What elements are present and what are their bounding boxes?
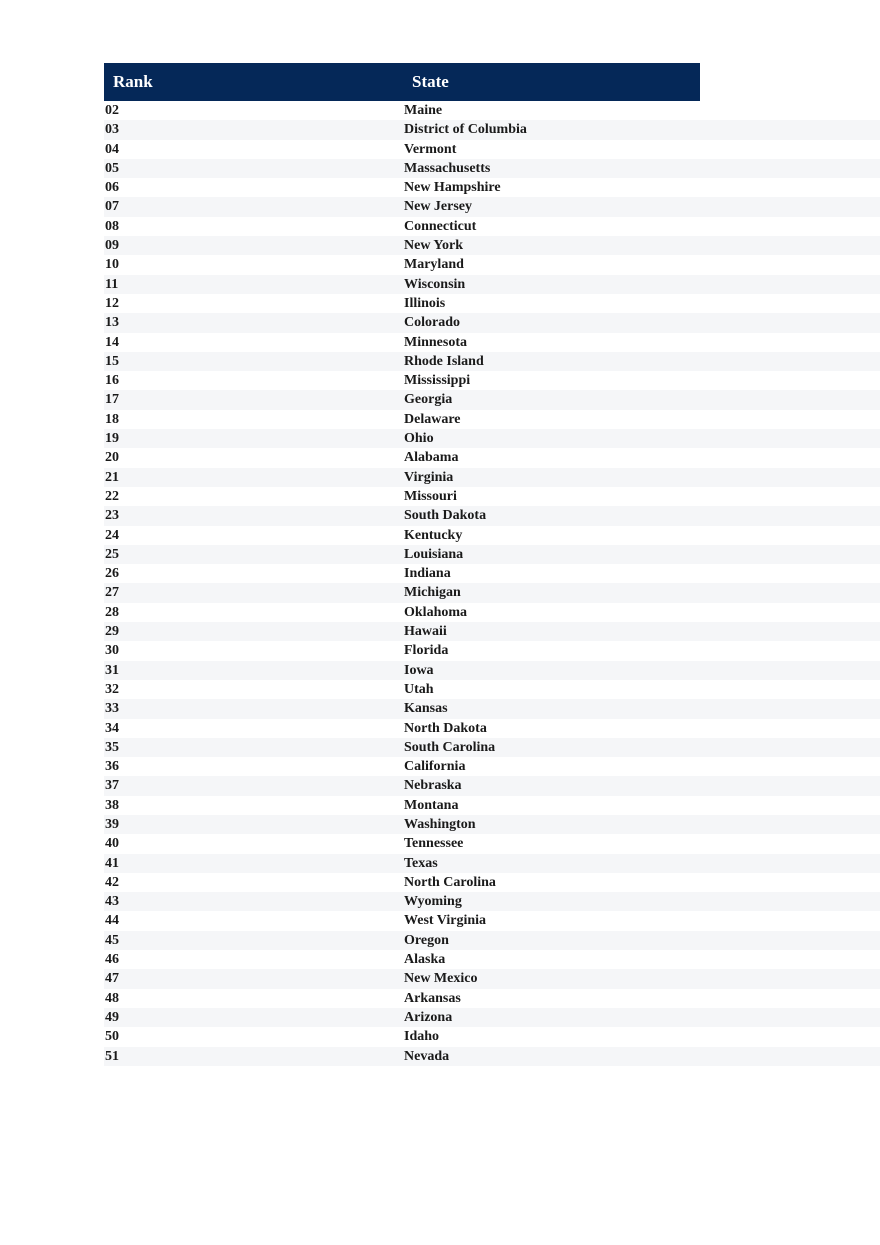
rank-cell: 23 [105, 508, 119, 524]
table-row [104, 719, 880, 738]
rank-cell: 21 [105, 469, 119, 485]
table-row [104, 178, 880, 197]
table-row [104, 873, 880, 892]
state-cell: South Dakota [404, 508, 487, 524]
state-cell: Vermont [404, 141, 457, 157]
state-cell: California [404, 759, 466, 775]
state-cell: Texas [404, 855, 438, 871]
table-row [104, 583, 880, 602]
table-row [104, 738, 880, 757]
state-cell: Connecticut [404, 218, 477, 234]
table-row [104, 159, 880, 178]
table-row [104, 661, 880, 680]
table-row [104, 1008, 880, 1027]
state-cell: New Jersey [404, 199, 473, 215]
table-row [104, 410, 880, 429]
state-cell: Oklahoma [404, 604, 468, 620]
table-row [104, 120, 880, 139]
rank-cell: 04 [105, 141, 119, 157]
state-cell: Kentucky [404, 527, 463, 543]
table-row [104, 371, 880, 390]
rank-cell: 43 [105, 894, 119, 910]
table-row [104, 834, 880, 853]
state-cell: Nebraska [404, 778, 462, 794]
state-cell: Illinois [404, 295, 446, 311]
table-row [104, 468, 880, 487]
table-row [104, 603, 880, 622]
table-row [104, 448, 880, 467]
table-row [104, 333, 880, 352]
rank-cell: 25 [105, 546, 119, 562]
table-row [104, 815, 880, 834]
state-cell: Washington [404, 816, 476, 832]
rank-cell: 47 [105, 971, 119, 987]
ranking-table-body [104, 101, 880, 1066]
table-row [104, 911, 880, 930]
rank-cell: 24 [105, 527, 119, 543]
state-cell: Mississippi [404, 373, 471, 389]
table-row [104, 526, 880, 545]
state-cell: New York [404, 238, 463, 254]
rank-cell: 13 [105, 315, 119, 331]
rank-cell: 50 [105, 1029, 119, 1045]
table-row [104, 294, 880, 313]
table-row [104, 217, 880, 236]
rank-cell: 40 [105, 836, 119, 852]
rank-cell: 15 [105, 353, 119, 369]
state-cell: Massachusetts [404, 160, 491, 176]
rank-column-header: Rank [113, 72, 153, 91]
state-cell: District of Columbia [404, 122, 527, 138]
table-header [104, 63, 700, 101]
state-cell: Ohio [404, 431, 434, 447]
rank-cell: 38 [105, 797, 119, 813]
state-cell: Rhode Island [404, 353, 484, 369]
rank-cell: 18 [105, 411, 119, 427]
table-row [104, 950, 880, 969]
state-cell: Arkansas [404, 990, 461, 1006]
state-cell: Alabama [404, 450, 459, 466]
state-cell: Tennessee [404, 836, 464, 852]
state-cell: Oregon [404, 932, 449, 948]
table-row [104, 680, 880, 699]
rank-cell: 17 [105, 392, 119, 408]
state-cell: Montana [404, 797, 459, 813]
table-row [104, 275, 880, 294]
table-row [104, 255, 880, 274]
rank-cell: 46 [105, 952, 119, 968]
state-cell: Florida [404, 643, 449, 659]
state-cell: Virginia [404, 469, 454, 485]
state-cell: Delaware [404, 411, 461, 427]
state-cell: North Carolina [404, 874, 496, 890]
state-cell: Colorado [404, 315, 460, 331]
rank-cell: 02 [105, 103, 119, 118]
table-row [104, 140, 880, 159]
rank-cell: 27 [105, 585, 119, 601]
table-row [104, 969, 880, 988]
state-cell: Maryland [404, 257, 464, 273]
state-cell: Nevada [404, 1048, 450, 1064]
table-row [104, 197, 880, 216]
table-row [104, 236, 880, 255]
table-row [104, 699, 880, 718]
state-cell: Wisconsin [404, 276, 466, 292]
state-cell: Idaho [404, 1029, 440, 1045]
rank-cell: 39 [105, 816, 119, 832]
rank-cell: 14 [105, 334, 119, 350]
rank-cell: 12 [105, 295, 119, 311]
state-cell: North Dakota [404, 720, 487, 736]
rank-cell: 42 [105, 874, 119, 890]
state-cell: Kansas [404, 701, 448, 717]
table-row [104, 487, 880, 506]
table-row [104, 390, 880, 409]
rank-cell: 08 [105, 218, 119, 234]
state-cell: West Virginia [404, 913, 487, 929]
rank-cell: 07 [105, 199, 119, 215]
state-cell: Alaska [404, 952, 446, 968]
state-cell: Missouri [404, 488, 457, 504]
table-row [104, 429, 880, 448]
state-cell: Iowa [404, 662, 434, 678]
table-row [104, 545, 880, 564]
table-row [104, 757, 880, 776]
rank-cell: 45 [105, 932, 119, 948]
rank-cell: 51 [105, 1048, 119, 1064]
rank-cell: 22 [105, 488, 119, 504]
table-row [104, 892, 880, 911]
rank-cell: 06 [105, 180, 119, 196]
state-cell: Minnesota [404, 334, 467, 350]
table-row [104, 313, 880, 332]
table-row [104, 564, 880, 583]
rank-cell: 35 [105, 739, 119, 755]
table-row [104, 796, 880, 815]
state-cell: South Carolina [404, 739, 496, 755]
rank-cell: 49 [105, 1009, 119, 1025]
state-cell: Hawaii [404, 624, 447, 640]
state-cell: Maine [404, 103, 443, 118]
rank-cell: 11 [105, 276, 119, 292]
state-cell: Utah [404, 681, 434, 697]
rank-cell: 30 [105, 643, 119, 659]
rank-cell: 16 [105, 373, 119, 389]
table-row [104, 352, 880, 371]
rank-cell: 03 [105, 122, 119, 138]
state-cell: Georgia [404, 392, 453, 408]
rank-cell: 26 [105, 566, 119, 582]
table-row [104, 989, 880, 1008]
rank-cell: 09 [105, 238, 119, 254]
rank-cell: 41 [105, 855, 119, 871]
state-cell: Wyoming [404, 894, 462, 910]
rank-cell: 36 [105, 759, 119, 775]
rank-cell: 32 [105, 681, 119, 697]
rank-cell: 48 [105, 990, 119, 1006]
state-cell: Indiana [404, 566, 451, 582]
rank-cell: 31 [105, 662, 119, 678]
rank-cell: 20 [105, 450, 119, 466]
state-cell: New Mexico [404, 971, 478, 987]
table-row [104, 622, 880, 641]
state-cell: New Hampshire [404, 180, 501, 196]
rank-cell: 33 [105, 701, 119, 717]
rank-cell: 37 [105, 778, 119, 794]
table-row [104, 1047, 880, 1066]
state-column-header: State [412, 72, 449, 91]
rank-cell: 05 [105, 160, 119, 176]
state-cell: Michigan [404, 585, 461, 601]
rank-cell: 44 [105, 913, 119, 929]
table-row [104, 854, 880, 873]
rank-cell: 19 [105, 431, 119, 447]
state-cell: Louisiana [404, 546, 464, 562]
table-row [104, 776, 880, 795]
rank-cell: 34 [105, 720, 119, 736]
state-cell: Arizona [404, 1009, 453, 1025]
rank-cell: 10 [105, 257, 119, 273]
rank-cell: 29 [105, 624, 119, 640]
table-row [104, 101, 880, 120]
table-row [104, 641, 880, 660]
table-row [104, 506, 880, 525]
rank-cell: 28 [105, 604, 119, 620]
table-row [104, 931, 880, 950]
table-row [104, 1027, 880, 1046]
